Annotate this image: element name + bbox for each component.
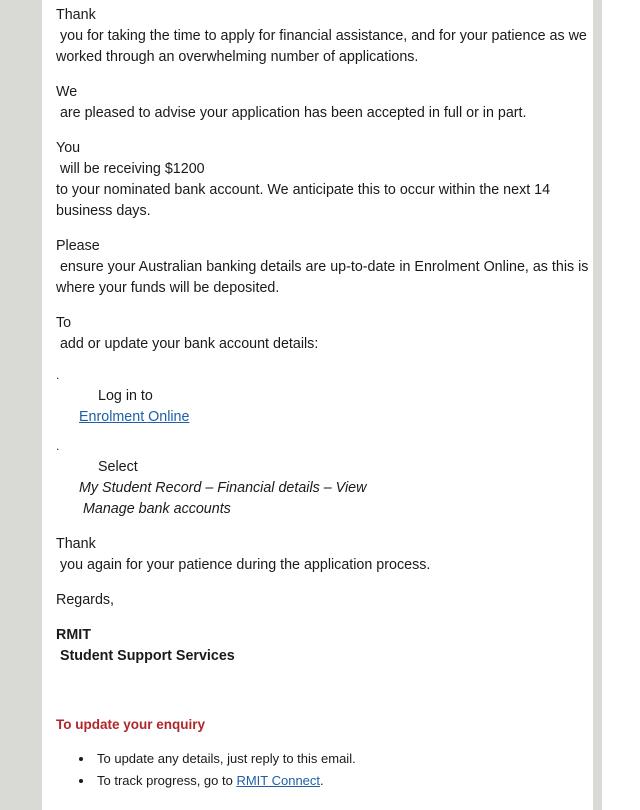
email-body (42, 0, 593, 810)
update-details-line-2: add or update your bank account details: (56, 336, 319, 352)
payment-line-4: business days. (56, 203, 151, 219)
update-details-paragraph (56, 313, 586, 355)
thank-you-line-3: worked through an overwhelming number of applications. (56, 49, 419, 65)
email-content (56, 0, 589, 792)
accepted-line-1: We (56, 84, 78, 100)
payment-line-1: You (56, 140, 81, 156)
payment-paragraph (56, 138, 586, 222)
banking-line-3: where your funds will be deposited. (56, 280, 280, 296)
enquiry-list (56, 748, 586, 792)
step-1-dot: . (56, 368, 60, 382)
banking-line-1: Please (56, 238, 100, 254)
accepted-line-2: are pleased to advise your application has been accepted in full or in part. (56, 105, 527, 121)
step-1-text: Log in to (98, 388, 153, 404)
signature-line-2: Student Support Services (56, 648, 235, 664)
thank-again-line-2: you again for your patience during the application process. (56, 557, 431, 573)
step-1 (56, 367, 586, 428)
left-frame-border (0, 0, 42, 810)
banking-line-2: ensure your Australian banking details are up-to-date in Enrolment Online, as this is (56, 259, 589, 275)
thank-again-paragraph (56, 534, 586, 576)
accepted-paragraph (56, 82, 586, 124)
thank-you-line-2: you for taking the time to apply for financial assistance, and for your patience as we (56, 28, 587, 44)
thank-again-line-1: Thank (56, 536, 96, 552)
enquiry-item-track-suffix: . (320, 773, 324, 788)
thank-you-line-1: Thank (56, 7, 96, 23)
enrolment-online-link[interactable]: Enrolment Online (79, 409, 190, 425)
update-details-line-1: To (56, 315, 72, 331)
rmit-connect-link[interactable]: RMIT Connect (236, 773, 321, 788)
step-2-sub: Manage bank accounts (83, 501, 231, 517)
step-2-dot: . (56, 439, 60, 453)
enquiry-item-track (94, 770, 586, 792)
right-frame-border (593, 0, 640, 810)
step-2-path: My Student Record – Financial details – View (79, 480, 367, 496)
enquiry-heading: To update your enquiry (56, 717, 206, 732)
payment-line-2: will be receiving $1200 (56, 161, 205, 177)
step-2 (56, 438, 586, 520)
signature-line-1: RMIT (56, 627, 91, 643)
enquiry-item-track-prefix: To track progress, go to (97, 773, 237, 788)
closing: Regards, (56, 592, 115, 608)
enquiry-item-reply-text: To update any details, just reply to this email. (97, 751, 356, 766)
enquiry-item-reply (94, 748, 586, 770)
signature (56, 625, 586, 667)
thank-you-paragraph (56, 5, 586, 68)
payment-line-3: to your nominated bank account. We anticipate this to occur within the next 14 (56, 182, 551, 198)
step-2-text: Select (98, 459, 138, 475)
banking-paragraph (56, 236, 589, 299)
